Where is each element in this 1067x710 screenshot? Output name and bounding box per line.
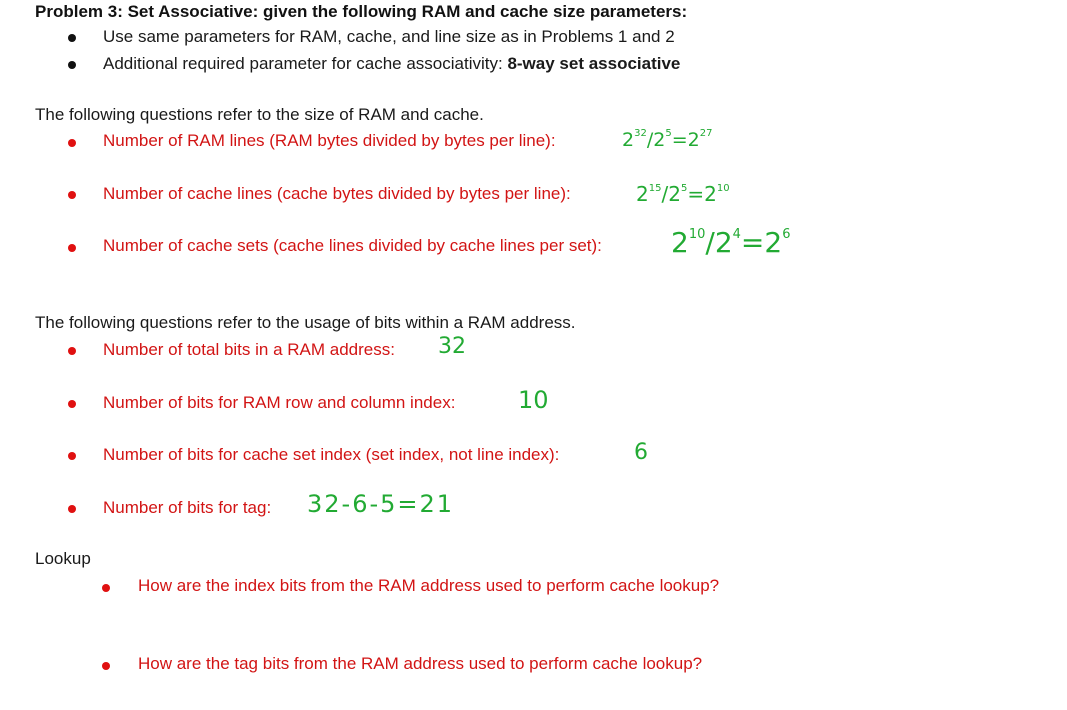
- question-tag-bits: Number of bits for tag:: [103, 498, 272, 517]
- associativity-value: 8-way set associative: [507, 54, 681, 73]
- bullet-icon: [68, 191, 76, 199]
- bullet-icon: [68, 139, 76, 147]
- bullet-icon: [68, 34, 76, 42]
- answer-set-index-bits: 6: [634, 440, 648, 465]
- bullet-icon: [68, 505, 76, 513]
- answer-cache-lines: $2^{15}/2^5=2^{10}$: [636, 182, 730, 206]
- bullet-icon: [102, 662, 110, 670]
- bullet-icon: [68, 244, 76, 252]
- question-tag-lookup: How are the tag bits from the RAM address used to perform cache lookup?: [138, 654, 703, 673]
- answer-tag-bits: 32-6-5=21: [307, 490, 455, 518]
- bullet-icon: [102, 584, 110, 592]
- bullet-icon: [68, 400, 76, 408]
- param-bullet-1: Use same parameters for RAM, cache, and line size as in Problems 1 and 2: [103, 27, 675, 46]
- answer-cache-sets: $2^{10}/2^4=2^6$: [671, 226, 791, 259]
- answer-ram-lines: $2^{32}/2^5=2^{27}$: [622, 128, 713, 151]
- question-row-column-bits: Number of bits for RAM row and column index:: [103, 393, 456, 412]
- param-bullet-2: [103, 54, 680, 74]
- param-label: Additional required parameter for cache associativity:: [103, 54, 508, 73]
- question-set-index-bits: Number of bits for cache set index (set index, not line index):: [103, 445, 560, 464]
- size-section-intro: The following questions refer to the size of RAM and cache.: [35, 105, 484, 124]
- question-cache-sets: Number of cache sets (cache lines divided by cache lines per set):: [103, 236, 602, 255]
- answer-row-column-bits: 10: [518, 386, 549, 414]
- question-index-lookup: How are the index bits from the RAM address used to perform cache lookup?: [138, 576, 720, 595]
- bits-section-intro: The following questions refer to the usage of bits within a RAM address.: [35, 313, 576, 332]
- bullet-icon: [68, 347, 76, 355]
- bullet-icon: [68, 61, 76, 69]
- question-ram-lines: Number of RAM lines (RAM bytes divided by bytes per line):: [103, 131, 556, 150]
- question-total-bits: Number of total bits in a RAM address:: [103, 340, 395, 359]
- lookup-heading: Lookup: [35, 549, 91, 568]
- bullet-icon: [68, 452, 76, 460]
- question-cache-lines: Number of cache lines (cache bytes divided by bytes per line):: [103, 184, 571, 203]
- problem-title: Problem 3: Set Associative: given the following RAM and cache size parameters:: [35, 2, 688, 21]
- answer-total-bits: 32: [438, 334, 466, 359]
